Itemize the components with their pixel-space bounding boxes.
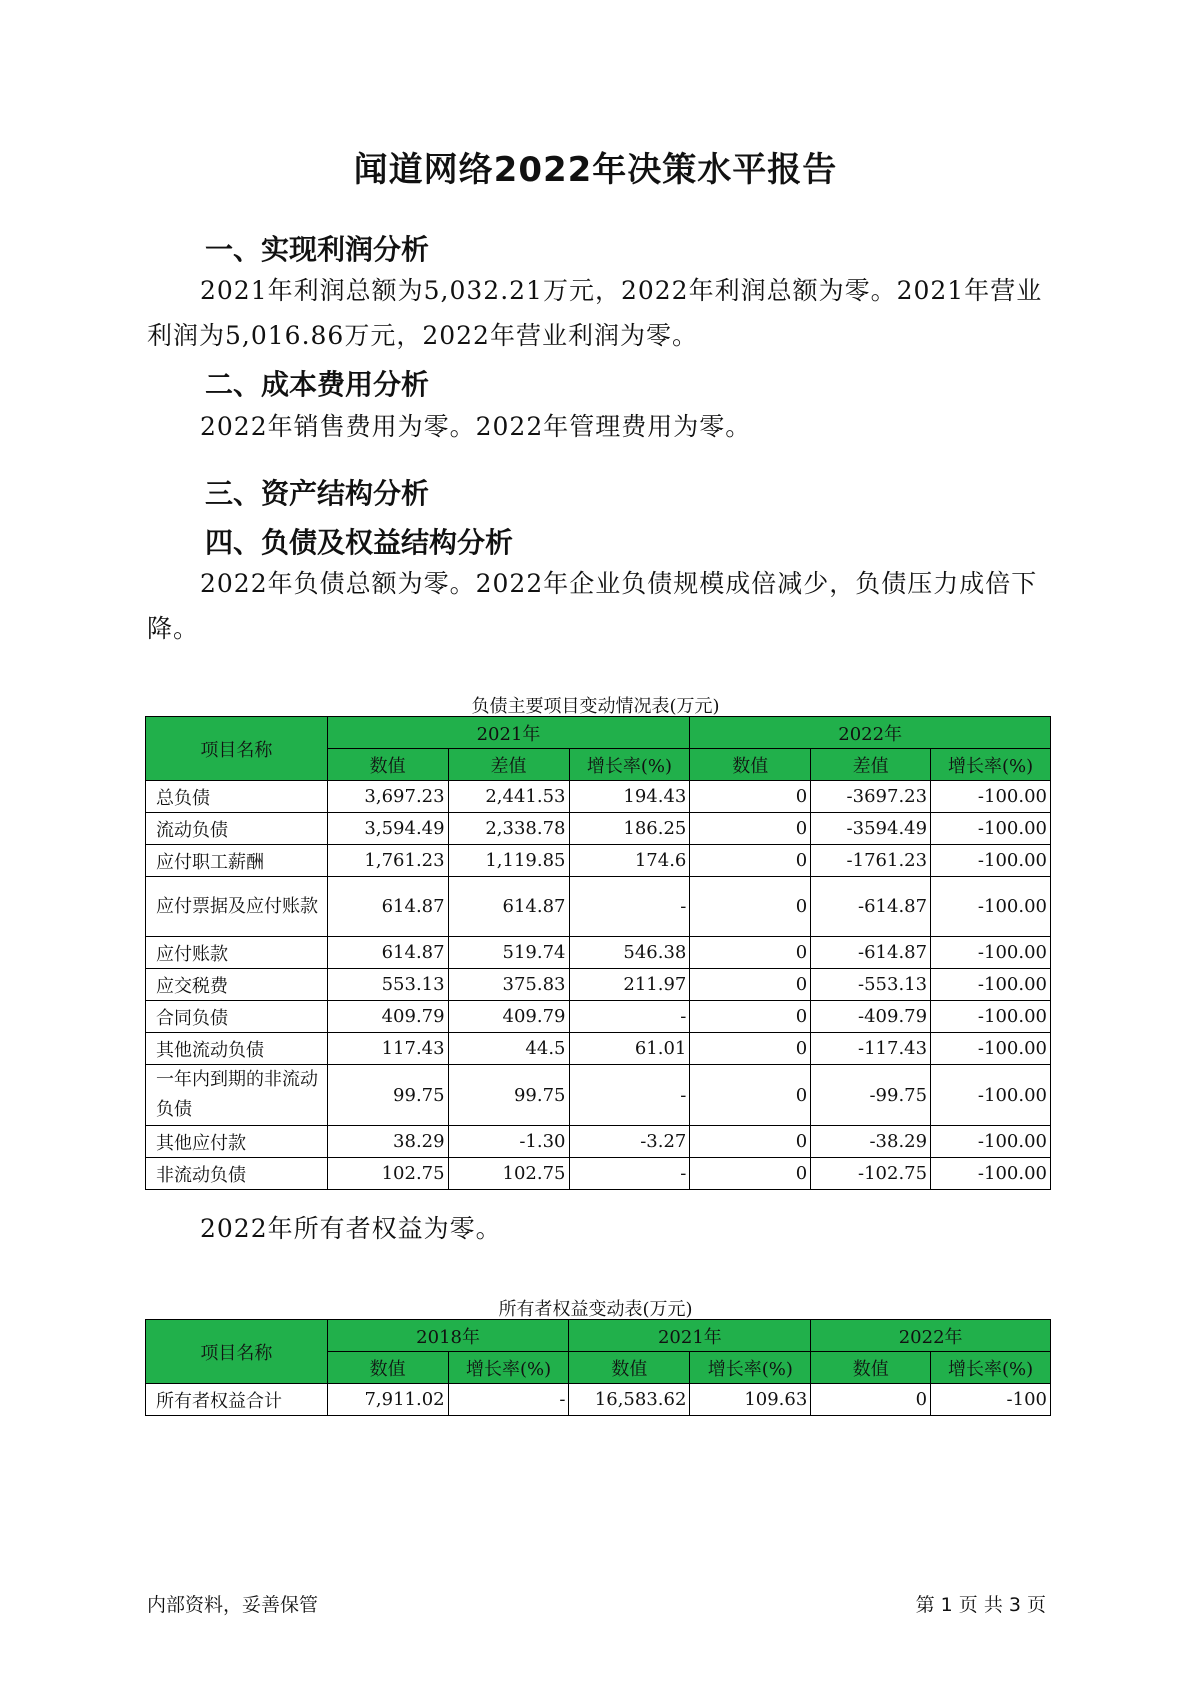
table-cell: 16,583.62 [569,1384,690,1416]
paragraph-cost: 2022年销售费用为零。2022年管理费用为零。 [200,412,752,441]
sub-header: 增长率(%) [569,749,690,781]
liability-table-caption: 负债主要项目变动情况表(万元) [471,696,720,717]
table-row [146,845,1051,877]
liability-table [145,716,1051,1190]
table-cell: -100 [931,1384,1051,1416]
col-header-item: 项目名称 [146,1320,328,1384]
table-cell: -100.00 [931,813,1051,845]
page-title: 闻道网络2022年决策水平报告 [353,150,838,190]
table-cell: -614.87 [811,937,931,969]
table-cell: - [569,1158,690,1190]
row-label: 总负债 [146,781,328,813]
table-cell: -100.00 [931,969,1051,1001]
table-row [146,781,1051,813]
table-cell: 0 [690,969,811,1001]
table-cell: -100.00 [931,1126,1051,1158]
table-cell: 0 [690,1001,811,1033]
table-row [146,937,1051,969]
table-cell: -3697.23 [811,781,931,813]
year-header: 2021年 [569,1320,811,1352]
table-cell: 614.87 [448,877,569,937]
table-row [146,813,1051,845]
table-cell: 546.38 [569,937,690,969]
table-cell: 0 [690,1033,811,1065]
table-row [146,1033,1051,1065]
table-cell: 614.87 [327,877,448,937]
table-cell: -38.29 [811,1126,931,1158]
table-row [146,1001,1051,1033]
table-cell: -102.75 [811,1158,931,1190]
table-cell: -3594.49 [811,813,931,845]
table-cell: - [448,1384,569,1416]
table-row [146,1126,1051,1158]
table-cell: 102.75 [448,1158,569,1190]
table-cell: - [569,877,690,937]
table-row [146,1158,1051,1190]
table-row [146,877,1051,937]
paragraph-equity: 2022年所有者权益为零。 [200,1214,502,1243]
table-cell: 553.13 [327,969,448,1001]
table-cell: -100.00 [931,781,1051,813]
row-label: 非流动负债 [146,1158,328,1190]
table-cell: 102.75 [327,1158,448,1190]
table-cell: -100.00 [931,937,1051,969]
table-row [146,969,1051,1001]
row-label: 其他流动负债 [146,1033,328,1065]
sub-header: 数值 [327,749,448,781]
table-cell: 109.63 [690,1384,811,1416]
table-row [146,1065,1051,1126]
row-label: 所有者权益合计 [146,1384,328,1416]
table-cell: -99.75 [811,1065,931,1126]
table-cell: -409.79 [811,1001,931,1033]
table-cell: - [569,1065,690,1126]
table-cell: 0 [690,877,811,937]
table-cell: 3,594.49 [327,813,448,845]
table-cell: -100.00 [931,845,1051,877]
table-cell: 117.43 [327,1033,448,1065]
table-cell: 0 [690,937,811,969]
table-cell: -100.00 [931,877,1051,937]
table-cell: 0 [690,1158,811,1190]
row-label: 应交税费 [146,969,328,1001]
table-cell: -553.13 [811,969,931,1001]
table-cell: -100.00 [931,1001,1051,1033]
table-cell: 375.83 [448,969,569,1001]
sub-header: 数值 [690,749,811,781]
table-cell: 519.74 [448,937,569,969]
sub-header: 增长率(%) [931,749,1051,781]
table-cell: 61.01 [569,1033,690,1065]
sub-header: 数值 [811,1352,931,1384]
table-cell: -1761.23 [811,845,931,877]
section-heading-assets: 三、资产结构分析 [205,477,430,510]
equity-table-caption: 所有者权益变动表(万元) [498,1299,693,1320]
table-cell: 186.25 [569,813,690,845]
row-label: 合同负债 [146,1001,328,1033]
table-cell: 2,441.53 [448,781,569,813]
sub-header: 数值 [327,1352,448,1384]
paragraph-profit: 2021年利润总额为5,032.21万元，2022年利润总额为零。2021年营业利润为5,016.86万元，2022年营业利润为零。 [147,276,1043,350]
year-header: 2022年 [690,717,1051,749]
row-label: 应付职工薪酬 [146,845,328,877]
col-header-item: 项目名称 [146,717,328,781]
table-cell: 194.43 [569,781,690,813]
year-header: 2022年 [811,1320,1051,1352]
table-cell: 1,761.23 [327,845,448,877]
section-heading-cost: 二、成本费用分析 [205,368,430,401]
table-cell: 0 [690,781,811,813]
table-row [146,1384,1051,1416]
footer-page-number: 第 1 页 共 3 页 [915,1594,1046,1616]
table-cell: 2,338.78 [448,813,569,845]
table-cell: 99.75 [448,1065,569,1126]
table-cell: 3,697.23 [327,781,448,813]
section-heading-profit: 一、实现利润分析 [205,233,430,266]
table-cell: 0 [690,1126,811,1158]
equity-table [145,1319,1051,1416]
table-cell: 174.6 [569,845,690,877]
table-cell: 38.29 [327,1126,448,1158]
table-cell: 99.75 [327,1065,448,1126]
table-cell: 0 [811,1384,931,1416]
table-cell: 0 [690,1065,811,1126]
section-heading-liabilities: 四、负债及权益结构分析 [205,526,514,559]
sub-header: 差值 [811,749,931,781]
table-cell: 211.97 [569,969,690,1001]
table-cell: 614.87 [327,937,448,969]
row-label: 流动负债 [146,813,328,845]
table-cell: 0 [690,813,811,845]
sub-header: 差值 [448,749,569,781]
row-label: 应付票据及应付账款 [146,877,328,937]
table-cell: 409.79 [448,1001,569,1033]
table-cell: - [569,1001,690,1033]
sub-header: 增长率(%) [448,1352,569,1384]
row-label: 一年内到期的非流动负债 [146,1065,328,1126]
row-label: 其他应付款 [146,1126,328,1158]
table-cell: -3.27 [569,1126,690,1158]
sub-header: 数值 [569,1352,690,1384]
paragraph-liabilities: 2022年负债总额为零。2022年企业负债规模成倍减少，负债压力成倍下降。 [147,569,1038,643]
table-cell: 44.5 [448,1033,569,1065]
table-cell: 1,119.85 [448,845,569,877]
sub-header: 增长率(%) [931,1352,1051,1384]
table-cell: 7,911.02 [327,1384,448,1416]
sub-header: 增长率(%) [690,1352,811,1384]
year-header: 2018年 [327,1320,569,1352]
table-cell: 0 [690,845,811,877]
table-cell: 409.79 [327,1001,448,1033]
table-cell: -100.00 [931,1158,1051,1190]
row-label: 应付账款 [146,937,328,969]
table-cell: -100.00 [931,1033,1051,1065]
table-cell: -1.30 [448,1126,569,1158]
table-cell: -100.00 [931,1065,1051,1126]
year-header: 2021年 [327,717,690,749]
table-cell: -614.87 [811,877,931,937]
footer-confidential: 内部资料，妥善保管 [147,1594,319,1616]
table-cell: -117.43 [811,1033,931,1065]
